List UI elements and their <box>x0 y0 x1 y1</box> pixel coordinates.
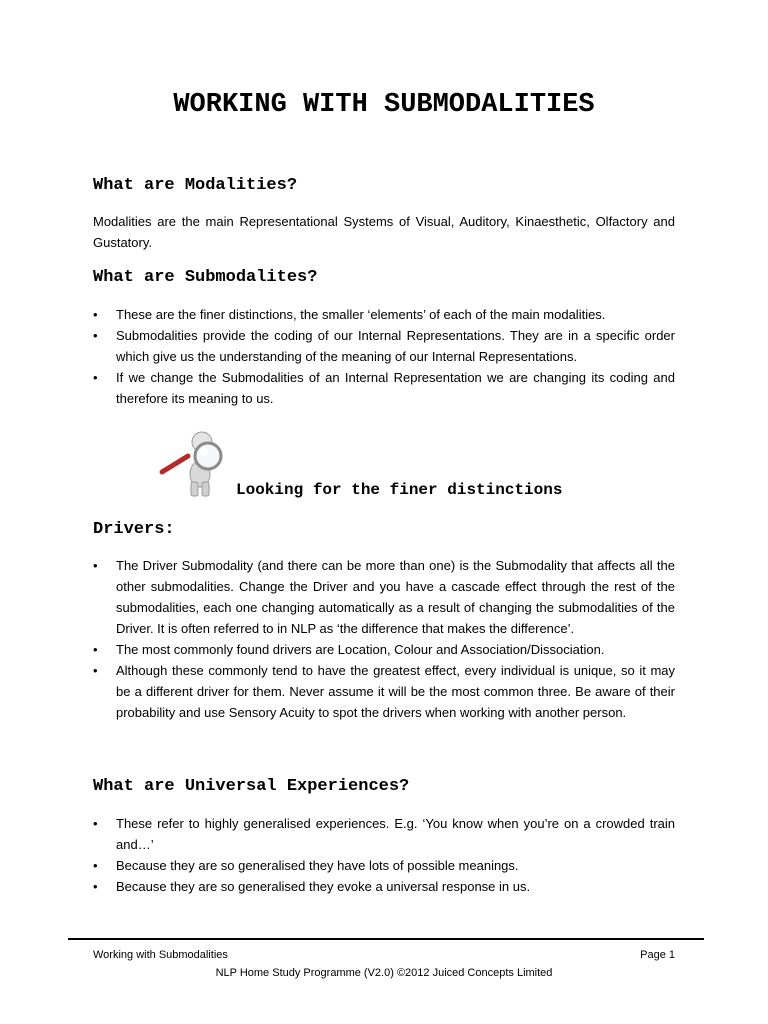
list-item: • Because they are so generalised they have lots of possible meanings. <box>93 855 675 876</box>
modalities-text: Modalities are the main Representational Systems of Visual, Auditory, Kinaesthetic, Olfactory and Gustatory. <box>93 214 675 250</box>
footer-page-number: Page 1 <box>640 949 675 961</box>
list-item: • These are the finer distinctions, the smaller ‘elements’ of each of the main modalities. <box>93 304 675 325</box>
drivers-list <box>93 555 675 723</box>
heading-drivers: Drivers: <box>93 520 175 539</box>
page-title: WORKING WITH SUBMODALITIES <box>173 90 595 120</box>
magnifier-figure-graphic <box>158 428 228 498</box>
footer-divider <box>68 938 704 940</box>
footer-copyright: NLP Home Study Programme (V2.0) ©2012 Juiced Concepts Limited <box>215 967 553 979</box>
list-item: • The most commonly found drivers are Location, Colour and Association/Dissociation. <box>93 639 675 660</box>
callout-text: Looking for the finer distinctions <box>236 481 563 499</box>
heading-modalities: What are Modalities? <box>93 176 298 195</box>
list-item: • The Driver Submodality (and there can be more than one) is the Submodality that affects all the other submodalities. Change the Driver and you have a cascade effect through the rest of the submodalities, each one changing automatically as a result of changing the submodalities of the Driver. It is often referred to in NLP as ‘the difference that makes the difference’. <box>93 555 675 639</box>
magnifier-figure-icon <box>158 428 228 498</box>
heading-universal: What are Universal Experiences? <box>93 777 410 796</box>
list-item: • These refer to highly generalised experiences. E.g. ‘You know when you’re on a crowded train and…’ <box>93 813 675 855</box>
universal-list <box>93 813 675 897</box>
heading-submodalities: What are Submodalites? <box>93 268 318 287</box>
list-item: • Because they are so generalised they evoke a universal response in us. <box>93 876 675 897</box>
submodalities-list <box>93 304 675 409</box>
list-item: • If we change the Submodalities of an Internal Representation we are changing its coding and therefore its meaning to us. <box>93 367 675 409</box>
footer-document-title: Working with Submodalities <box>93 949 228 961</box>
list-item: • Although these commonly tend to have the greatest effect, every individual is unique, so it may be a different driver for them. Never assume it will be the most common three. Be aware of their probability and use Sensory Acuity to spot the drivers when working with another person. <box>93 660 675 723</box>
list-item: • Submodalities provide the coding of our Internal Representations. They are in a specific order which give us the understanding of the meaning of our Internal Representations. <box>93 325 675 367</box>
